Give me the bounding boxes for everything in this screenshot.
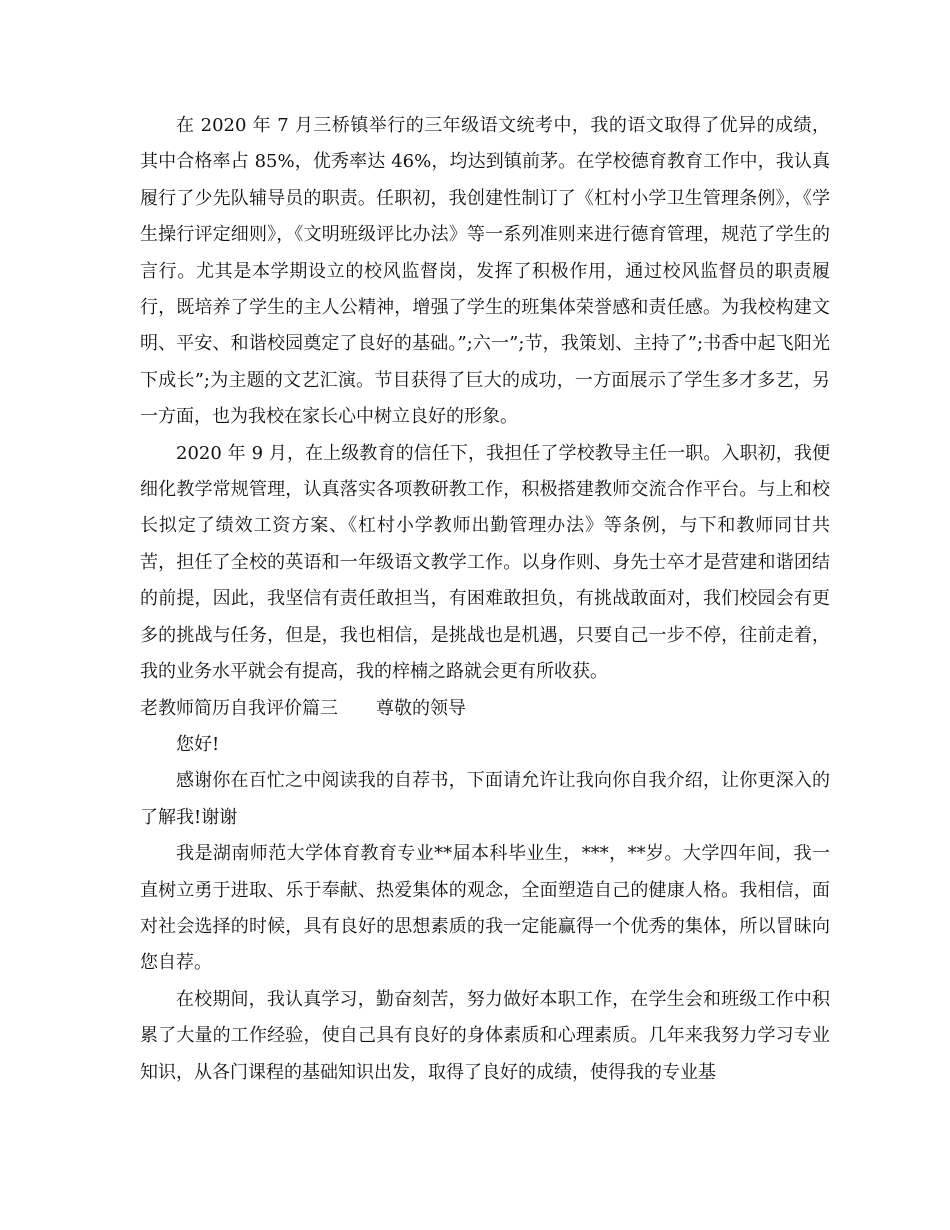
- letter-paragraph: 我是湖南师范大学体育教育专业**届本科毕业生，***，**岁。大学四年间，我一直树立勇于进取、乐于奉献、热爱集体的观念，全面塑造自己的健康人格。我相信，面对社会选择的时候，具有良好的思想素质的我一定能赢得一个优秀的集体，所以冒昧向您自荐。: [140, 843, 830, 974]
- letter-paragraph: 在校期间，我认真学习，勤奋刻苦，努力做好本职工作，在学生会和班级工作中积累了大量的工作经验，使自己具有良好的身体素质和心理素质。几年来我努力学习专业知识，从各门课程的基础知识出发，取得了良好的成绩，使得我的专业基: [140, 988, 830, 1083]
- letter-greeting: 您好!: [176, 733, 220, 755]
- body-paragraph: 在 2020 年 7 月三桥镇举行的三年级语文统考中，我的语文取得了优异的成绩，其中合格率占 85%，优秀率达 46%，均达到镇前茅。在学校德育教育工作中，我认真履行了少先队辅导员的职责。任职初，我创建性制订了《杠村小学卫生管理条例》，《学生操行评定细则》，《文明班级评比办法》等一系列准则来进行德育管理，规范了学生的言行。尤其是本学期设立的校风监督岗，发挥了积极作用，通过校风监督员的职责履行，既培养了学生的主人公精神，增强了学生的班集体荣誉感和责任感。为我校构建文明、平安、和谐校园奠定了良好的基础。”;六一”;节，我策划、主持了”;书香中起飞阳光下成长”;为主题的文艺汇演。节目获得了巨大的成功，一方面展示了学生多才多艺，另一方面，也为我校在家长心中树立良好的形象。: [140, 115, 830, 428]
- section-heading-line: [140, 691, 830, 727]
- letter-paragraph: 感谢你在百忙之中阅读我的自荐书，下面请允许让我向你自我介绍，让你更深入的了解我!谢谢: [140, 770, 830, 828]
- letter-salutation: 尊敬的领导: [376, 697, 466, 719]
- section-title: 老教师简历自我评价篇三: [140, 697, 338, 719]
- document-body: [140, 108, 830, 1091]
- body-paragraph: 2020 年 9 月，在上级教育的信任下，我担任了学校教导主任一职。入职初，我便细化教学常规管理，认真落实各项教研教工作，积极搭建教师交流合作平台。与上和校长拟定了绩效工资方案、《杠村小学教师出勤管理办法》等条例，与下和教师同甘共苦，担任了全校的英语和一年级语文教学工作。以身作则、身先士卒才是营建和谐团结的前提，因此，我坚信有责任敢担当，有困难敢担负，有挑战敢面对，我们校园会有更多的挑战与任务，但是，我也相信，是挑战也是机遇，只要自己一步不停，往前走着，我的业务水平就会有提高，我的梓楠之路就会更有所收获。: [140, 442, 830, 683]
